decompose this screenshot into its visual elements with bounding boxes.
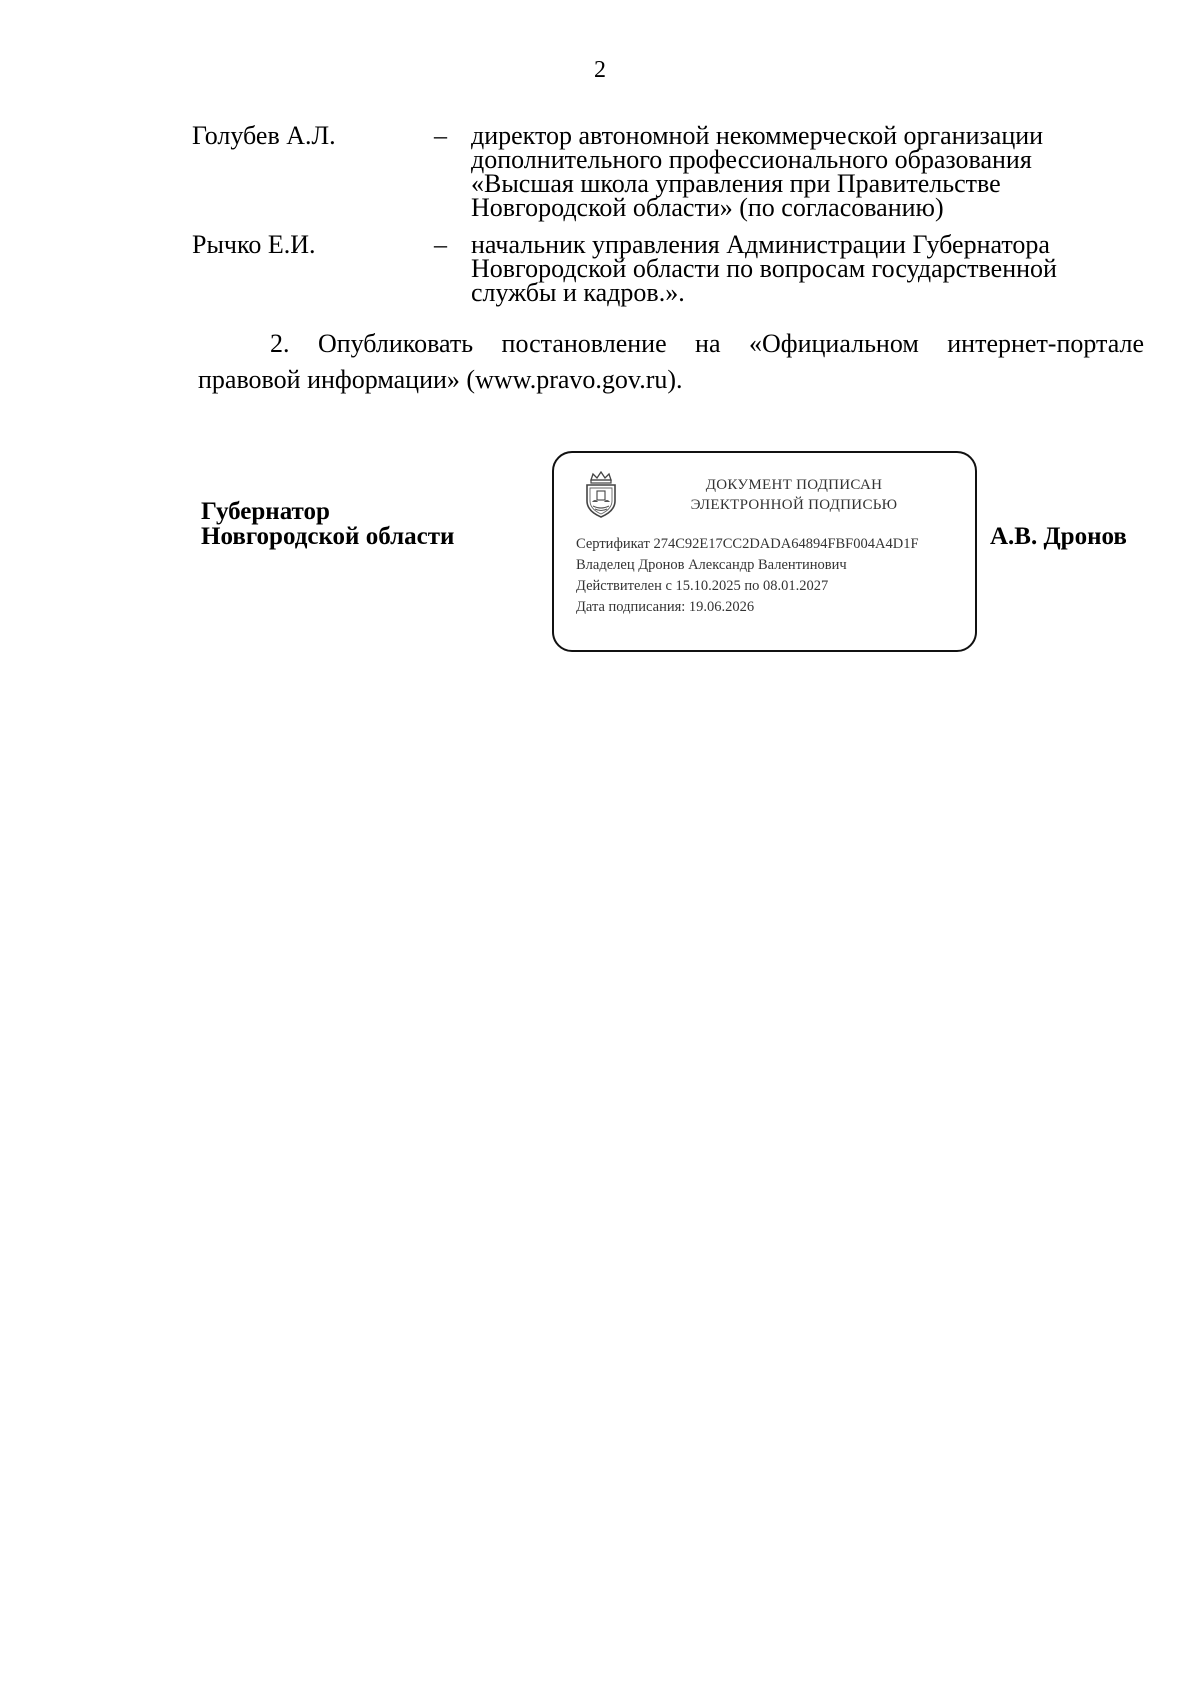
electronic-signature-stamp — [552, 451, 977, 652]
stamp-details — [576, 534, 919, 618]
publication-paragraph — [198, 326, 1144, 398]
stamp-validity: Действителен с 15.10.2025 по 08.01.2027 — [576, 578, 829, 594]
stamp-signed-date: Дата подписания: 19.06.2026 — [576, 599, 755, 615]
signer-title-line: Губернатор — [201, 498, 330, 525]
member-description-line: службы и кадров.». — [471, 278, 685, 307]
member-description — [471, 121, 1131, 222]
stamp-heading — [644, 475, 944, 515]
stamp-heading-line: ЭЛЕКТРОННОЙ ПОДПИСЬЮ — [690, 497, 898, 513]
signer-title-line: Новгородской области — [201, 523, 455, 550]
paragraph-line: правовой информации» (www.pravo.gov.ru). — [198, 365, 683, 394]
member-name: Голубев А.Л. — [192, 121, 336, 150]
member-name: Рычко Е.И. — [192, 230, 316, 259]
page-number: 2 — [594, 57, 606, 83]
paragraph-line: 2. Опубликовать постановление на «Официальном интернет-портале — [270, 329, 1144, 358]
member-description-line: начальник управления Администрации Губернатора — [471, 230, 1050, 259]
signer-title — [201, 499, 454, 549]
signer-name: А.В. Дронов — [990, 523, 1127, 550]
member-dash: – — [434, 230, 447, 259]
member-description — [471, 230, 1131, 307]
member-description-line: дополнительного профессионального образования — [471, 145, 1032, 174]
member-description-line: директор автономной некоммерческой организации — [471, 121, 1044, 150]
member-description-line: Новгородской области по вопросам государственной — [471, 254, 1057, 283]
coat-of-arms-icon — [582, 471, 620, 519]
member-dash: – — [434, 121, 447, 150]
stamp-certificate: Сертификат 274C92E17CC2DADA64894FBF004A4D1F — [576, 536, 919, 552]
stamp-owner: Владелец Дронов Александр Валентинович — [576, 557, 847, 573]
stamp-heading-line: ДОКУМЕНТ ПОДПИСАН — [705, 477, 883, 493]
member-description-line: «Высшая школа управления при Правительстве — [471, 169, 1001, 198]
member-description-line: Новгородской области» (по согласованию) — [471, 193, 944, 222]
